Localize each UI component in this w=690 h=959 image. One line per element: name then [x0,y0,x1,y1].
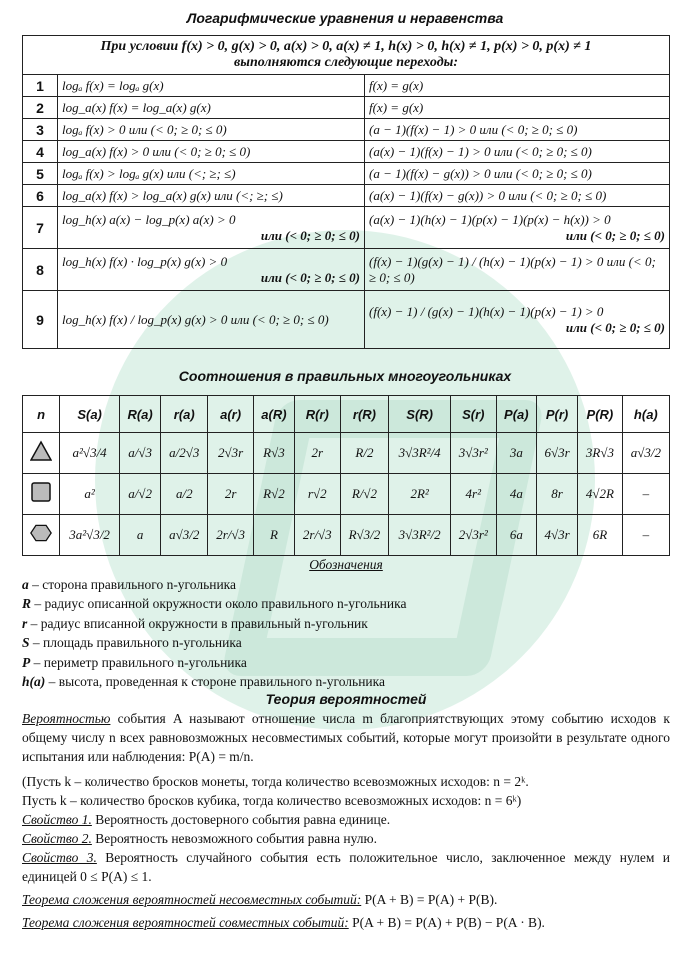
polygon-cell: R/√2 [340,474,389,515]
column-header: P(R) [578,396,623,433]
polygon-cell: a² [60,474,120,515]
polygon-row [23,515,670,556]
polygon-cell: 3R√3 [578,433,623,474]
polygon-cell: R/2 [340,433,389,474]
polygon-cell: 8r [537,474,578,515]
coin-note: (Пусть k – количество бросков монеты, тогда количество всевозможных исходов: n = 2ᵏ. [22,774,529,789]
probability-definition: Вероятностью события A называют отношение числа m благоприятствующих этому событию исходов к общему числу n всех равновозможных несовместимых событий, которые могут произойти в результате одного испытания или наблюдения: P(A) = m/n. [22,711,670,764]
row-left [58,119,365,141]
polygon-cell: 3a [496,433,536,474]
polygon-row [23,474,670,515]
legend-item [22,633,670,653]
row-left-expr: log_a(x) f(x) > 0 или (< 0; ≥ 0; ≤ 0) [62,143,251,159]
row-left [58,249,365,291]
row-left [58,75,365,97]
polygon-cell: 6R [578,515,623,556]
legend-item [22,614,670,634]
log-row [23,185,670,207]
polygon-cell: 4a [496,474,536,515]
triangle-icon [23,433,60,474]
polygon-cell: 2r/√3 [208,515,253,556]
legend-key: h(a) [22,674,46,689]
polygon-cell: 2r [295,433,340,474]
legend-key: r [22,615,28,631]
polygon-cell: 3√3r² [450,433,496,474]
polygon-cell: 2√3r² [450,515,496,556]
row-right [365,119,670,141]
row-right-expr: (a − 1)(f(x) − 1) > 0 или (< 0; ≥ 0; ≤ 0) [369,121,578,137]
probability-section [22,690,670,932]
row-right [365,163,670,185]
column-header: r(R) [340,396,389,433]
square-icon [23,474,60,515]
row-right [365,185,670,207]
polygon-header-row [23,396,670,433]
log-row [23,163,670,185]
column-header: R(r) [295,396,340,433]
theorem-1: Теорема сложения вероятностей несовместных событий: P(A + B) = P(A) + P(B). [22,892,498,907]
column-header: a(R) [253,396,294,433]
polygon-row [23,433,670,474]
column-header: r(a) [161,396,208,433]
log-row [23,119,670,141]
property-2: Свойство 2. Вероятность невозможного события равна нулю. [22,831,377,846]
polygon-cell: 2R² [389,474,450,515]
polygon-cell: 2√3r [208,433,253,474]
condition-row [23,36,670,75]
row-right-expr: f(x) = g(x) [369,77,424,93]
column-header: P(a) [496,396,536,433]
row-left [58,163,365,185]
row-left [58,141,365,163]
row-right-expr: (a(x) − 1)(h(x) − 1)(p(x) − 1)(p(x) − h(x)) > 0 [369,211,611,227]
legend-item [22,594,670,614]
legend-item [22,653,670,673]
legend-title: Обозначения [309,557,383,572]
polygon-cell: r√2 [295,474,340,515]
row-right [365,141,670,163]
legend-text: – высота, проведенная к стороне правильного n-угольника [45,674,385,689]
row-right [365,97,670,119]
legend [22,555,670,692]
row-right-expr: (a(x) − 1)(f(x) − g(x)) > 0 или (< 0; ≥ 0; ≤ 0) [369,187,607,203]
row-left [58,97,365,119]
hexagon-icon [23,515,60,556]
column-header: R(a) [119,396,160,433]
row-left [58,207,365,249]
polygon-cell: R√3 [253,433,294,474]
polygon-cell: – [622,515,669,556]
row-right-expr: (a(x) − 1)(f(x) − 1) > 0 или (< 0; ≥ 0; ≤ 0) [369,143,592,159]
row-number: 3 [23,119,58,141]
row-number: 5 [23,163,58,185]
legend-key: R [22,596,32,611]
section-title-probability: Теория вероятностей [265,691,427,707]
polygon-cell: a√3/2 [161,515,208,556]
polygon-cell: R [253,515,294,556]
legend-text: – периметр правильного n-угольника [30,654,247,670]
legend-item [22,575,670,595]
row-left-expr: log_a(x) f(x) > log_a(x) g(x) или (<; ≥; ≤) [62,187,283,203]
log-row [23,97,670,119]
polygon-cell: 2r/√3 [295,515,340,556]
polygon-cell: 2r [208,474,253,515]
polygon-cell: R√3/2 [340,515,389,556]
legend-key: a [22,576,29,592]
row-left-expr: log_h(x) f(x) · log_p(x) g(x) > 0 [62,253,228,269]
polygon-cell: a/2 [161,474,208,515]
row-left-expr: logₐ f(x) > logₐ g(x) или (<; ≥; ≤) [62,165,236,181]
polygon-table [22,395,670,556]
row-number: 9 [23,291,58,349]
row-number: 7 [23,207,58,249]
log-row [23,141,670,163]
theorem-2: Теорема сложения вероятностей совместных событий: P(A + B) = P(A) + P(B) − P(A · B). [22,915,545,930]
polygon-cell: a/2√3 [161,433,208,474]
log-row [23,249,670,291]
polygon-cell: 4r² [450,474,496,515]
log-row [23,207,670,249]
polygon-cell: a√3/2 [622,433,669,474]
polygon-cell: 6a [496,515,536,556]
legend-key: P [22,654,31,670]
row-right-expr: (a − 1)(f(x) − g(x)) > 0 или (< 0; ≥ 0; ≤ 0) [369,165,592,181]
dice-note: Пусть k – количество бросков кубика, тогда количество всевозможных исходов: n = 6ᵏ) [22,793,522,808]
row-right [365,207,670,249]
condition-text: При условии f(x) > 0, g(x) > 0, a(x) > 0, a(x) ≠ 1, h(x) > 0, h(x) ≠ 1, p(x) > 0, p(x) ≠ 1 [100,39,592,54]
legend-text: – радиус описанной окружности около правильного n-угольника [31,596,407,611]
column-header: S(a) [60,396,120,433]
section-title-polygons: Соотношения в правильных многоугольниках [178,368,512,384]
polygon-cell: 3√3R²/4 [389,433,450,474]
column-header: h(a) [622,396,669,433]
polygon-cell: 6√3r [537,433,578,474]
row-right-expr: (f(x) − 1)(g(x) − 1) / (h(x) − 1)(p(x) − 1) > 0 или (< 0; ≥ 0; ≤ 0) [369,253,656,285]
polygon-cell: a/√3 [119,433,160,474]
property-1: Свойство 1. Вероятность достоверного события равна единице. [22,812,391,827]
polygon-cell: 4√2R [578,474,623,515]
row-number: 6 [23,185,58,207]
row-left-expr: logₐ f(x) = logₐ g(x) [62,77,164,93]
row-right-cont: или (< 0; ≥ 0; ≤ 0) [565,227,665,243]
row-left-cont: или (< 0; ≥ 0; ≤ 0) [260,227,360,243]
row-number: 8 [23,249,58,291]
row-left-expr: log_h(x) f(x) / log_p(x) g(x) > 0 или (< 0; ≥ 0; ≤ 0) [62,311,329,327]
polygon-cell: 4√3r [537,515,578,556]
row-number: 2 [23,97,58,119]
row-right-cont: или (< 0; ≥ 0; ≤ 0) [565,319,665,335]
legend-item [22,672,670,692]
row-left [58,291,365,349]
row-right [365,75,670,97]
row-right-expr: f(x) = g(x) [369,99,424,115]
column-header: S(r) [450,396,496,433]
log-table [22,35,670,349]
column-header: a(r) [208,396,253,433]
legend-key: S [22,635,30,650]
legend-text: – площадь правильного n-угольника [29,635,242,650]
row-left [58,185,365,207]
row-left-expr: logₐ f(x) > 0 или (< 0; ≥ 0; ≤ 0) [62,121,227,137]
polygon-cell: a [119,515,160,556]
row-number: 1 [23,75,58,97]
log-row [23,291,670,349]
polygon-cell: R√2 [253,474,294,515]
polygon-cell: – [622,474,669,515]
condition-subtext: выполняются следующие переходы: [233,55,459,70]
column-header: S(R) [389,396,450,433]
legend-text: – сторона правильного n-угольника [28,576,237,592]
property-3: Свойство 3. Вероятность случайного события есть положительное число, заключенное между нулем и единицей 0 ≤ P(A) ≤ 1. [22,850,670,884]
polygon-cell: a²√3/4 [60,433,120,474]
row-right [365,291,670,349]
row-right [365,249,670,291]
row-right-expr: (f(x) − 1) / (g(x) − 1)(h(x) − 1)(p(x) − 1) > 0 [369,303,604,319]
row-left-cont: или (< 0; ≥ 0; ≤ 0) [260,269,360,285]
column-header: n [23,396,60,433]
row-left-expr: log_h(x) a(x) − log_p(x) a(x) > 0 [62,211,236,227]
polygon-cell: 3√3R²/2 [389,515,450,556]
log-row [23,75,670,97]
row-number: 4 [23,141,58,163]
polygon-cell: a/√2 [119,474,160,515]
legend-text: – радиус вписанной окружности в правильный n-угольник [27,615,368,631]
page-title: Логарифмические уравнения и неравенства [186,10,504,26]
polygon-cell: 3a²√3/2 [60,515,120,556]
column-header: P(r) [537,396,578,433]
row-left-expr: log_a(x) f(x) = log_a(x) g(x) [62,99,211,115]
